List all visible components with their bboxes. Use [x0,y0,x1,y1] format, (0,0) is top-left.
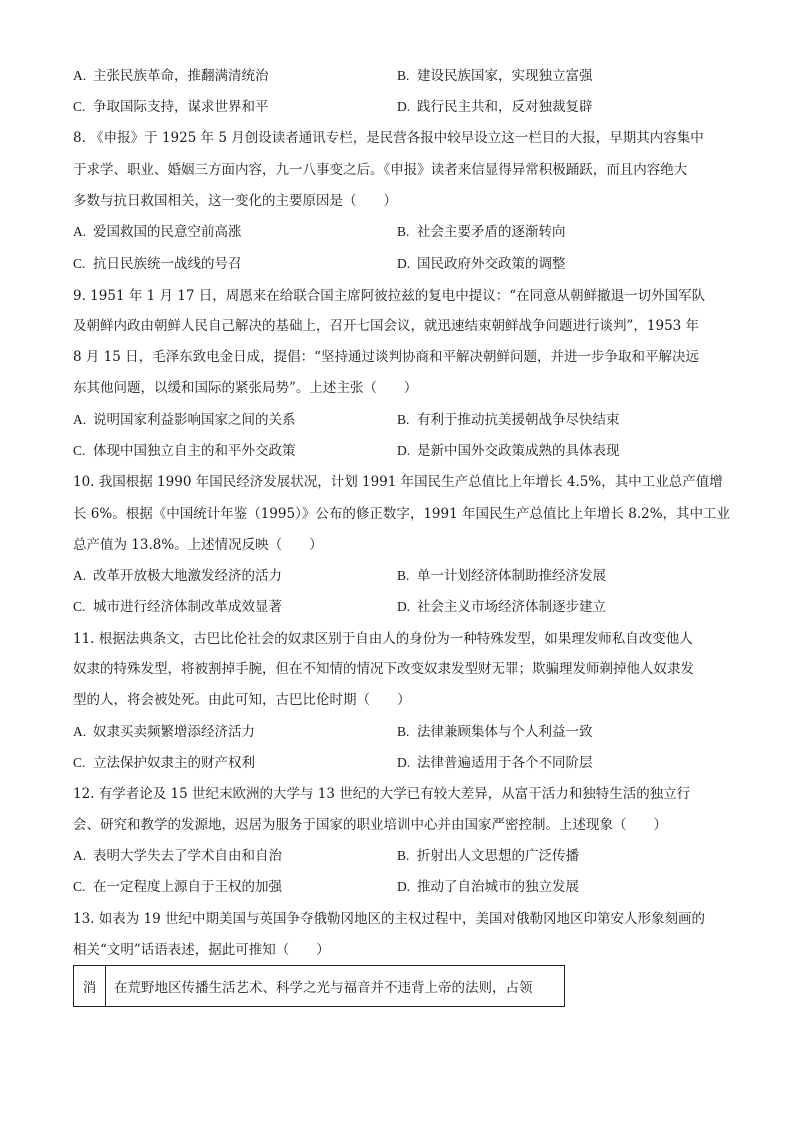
option-text: 爱国救国的民意空前高涨 [93,224,242,240]
q10-stem-line-3: 总产值为 13.8%。上述情况反映（ ） [73,537,323,553]
option-text: 国民政府外交政策的调整 [417,256,566,272]
q11-stem-line-3: 型的人，将会被处死。由此可知，古巴比伦时期（ ） [73,692,411,708]
option-text: 是新中国外交政策成熟的具体表现 [417,443,620,459]
q7-option-d[interactable] [397,97,593,117]
option-label: C. [73,879,86,894]
q11-option-b[interactable] [397,722,593,742]
option-text: 有利于推动抗美援朝战争尽快结束 [417,412,620,428]
option-text: 建设民族国家，实现独立富强 [417,68,593,84]
q12-stem-line-2: 会、研究和教学的发源地，迟居为服务于国家的职业培训中心并由国家严密控制。上述现象（ ） [73,817,667,833]
option-label: A. [73,848,87,863]
option-text: 社会主要矛盾的逐渐转向 [417,224,566,240]
q9-stem-line-4: 东其他问题，以缓和国际的紧张局势”。上述主张（ ） [73,380,418,396]
option-label: C. [73,755,86,770]
q13-stem-line-2: 相关“文明”话语表述，据此可推知（ ） [73,942,330,958]
q12-option-c[interactable] [73,877,282,897]
q11-stem-line-1: 11. 根据法典条文，古巴比伦社会的奴隶区别于自由人的身份为一种特殊发型，如果理发师私自改变他人 [73,631,693,647]
q13-table-cell-1: 消 [74,966,106,1006]
q13-stem-line-1: 13. 如表为 19 世纪中期美国与英国争夺俄勒冈地区的主权过程中，美国对俄勒冈地区印第安人形象刻画的 [73,911,706,927]
q10-stem-line-1: 10. 我国根据 1990 年国民经济发展状况，计划 1991 年国民生产总值比上年增长 4.5%，其中工业总产值增 [73,474,723,490]
q8-option-b[interactable] [397,222,566,242]
q7-option-c[interactable] [73,97,269,117]
option-text: 折射出人文思想的广泛传播 [417,848,579,864]
q13-table-cell-2: 在荒野地区传播生活艺术、科学之光与福音并不违背上帝的法则，占领 [114,980,533,996]
q12-stem-line-1: 12. 有学者论及 15 世纪末欧洲的大学与 13 世纪的大学已有较大差异，从富干活力和独特生活的独立行 [73,786,691,802]
q9-stem-line-1: 9. 1951 年 1 月 17 日，周恩来在给联合国主席阿彼拉兹的复电中提议：“在同意从朝鲜撤退一切外国军队 [73,288,706,304]
q10-option-d[interactable] [397,597,606,617]
q8-stem-line-2: 于求学、职业、婚姻三方面内容，九一八事变之后。《申报》读者来信显得异常积极踊跃，而且内容绝大 [73,162,688,178]
option-label: A. [73,68,87,83]
q8-option-d[interactable] [397,254,566,274]
option-text: 社会主义市场经济体制逐步建立 [417,599,606,615]
option-label: B. [397,568,410,583]
q8-stem-line-1: 8. 《申报》于 1925 年 5 月创设读者通讯专栏，是民营各报中较早设立这一栏目的大报，早期其内容集中 [73,130,704,146]
option-label: A. [73,724,87,739]
option-text: 在一定程度上源自于王权的加强 [93,879,282,895]
option-text: 法律兼顾集体与个人利益一致 [417,724,593,740]
option-text: 体现中国独立自主的和平外交政策 [93,443,296,459]
q11-option-d[interactable] [397,753,593,773]
option-label: D. [397,879,411,894]
q9-option-b[interactable] [397,410,620,430]
option-text: 单一计划经济体制助推经济发展 [417,568,606,584]
q11-stem-line-2: 奴隶的特殊发型，将被割掉手腕，但在不知情的情况下改变奴隶发型财无罪；欺骗理发师剃掉他人奴隶发 [73,661,694,677]
option-label: A. [73,412,87,427]
option-text: 抗日民族统一战线的号召 [93,256,242,272]
q9-option-a[interactable] [73,410,296,430]
option-label: D. [397,99,411,114]
option-text: 法律普遍适用于各个不同阶层 [417,755,593,771]
option-label: B. [397,224,410,239]
option-label: C. [73,256,86,271]
q10-option-b[interactable] [397,566,606,586]
option-label: B. [397,68,410,83]
option-text: 践行民主共和，反对独裁复辟 [417,99,593,115]
option-text: 改革开放极大地激发经济的活力 [93,568,282,584]
q9-stem-line-2: 及朝鲜内政由朝鲜人民自己解决的基础上，召开七国会议，就迅速结束朝鲜战争问题进行谈判”，1953 年 [73,318,700,334]
q13-table [73,965,565,1007]
q9-option-c[interactable] [73,441,296,461]
option-label: D. [397,755,411,770]
q12-option-d[interactable] [397,877,579,897]
q7-option-a[interactable] [73,66,269,86]
q10-option-c[interactable] [73,597,282,617]
option-text: 主张民族革命，推翻满清统治 [93,68,269,84]
option-text: 说明国家利益影响国家之间的关系 [93,412,296,428]
q11-option-c[interactable] [73,753,255,773]
option-text: 争取国际支持，谋求世界和平 [93,99,269,115]
q12-option-a[interactable] [73,846,282,866]
q12-option-b[interactable] [397,846,579,866]
q11-option-a[interactable] [73,722,255,742]
q8-option-a[interactable] [73,222,242,242]
option-label: A. [73,224,87,239]
option-text: 表明大学失去了学术自由和自治 [93,848,282,864]
option-text: 城市进行经济体制改革成效显著 [93,599,282,615]
option-label: C. [73,99,86,114]
q10-option-a[interactable] [73,566,282,586]
option-label: D. [397,256,411,271]
option-label: D. [397,599,411,614]
q10-stem-line-2: 长 6%。根据《中国统计年鉴（1995）》公布的修正数字，1991 年国民生产总值比上年增长 8.2%，其中工业 [73,506,731,522]
q8-option-c[interactable] [73,254,242,274]
option-label: D. [397,443,411,458]
option-label: B. [397,412,410,427]
option-text: 奴隶买卖频繁增添经济活力 [93,724,255,740]
option-text: 立法保护奴隶主的财产权利 [93,755,255,771]
option-label: B. [397,724,410,739]
q7-option-b[interactable] [397,66,593,86]
option-label: A. [73,568,87,583]
q8-stem-line-3: 多数与抗日救国相关，这一变化的主要原因是（ ） [73,193,397,209]
option-label: C. [73,443,86,458]
option-label: C. [73,599,86,614]
q9-option-d[interactable] [397,441,620,461]
q9-stem-line-3: 8 月 15 日，毛泽东致电金日成，提倡：“坚持通过谈判协商和平解决朝鲜问题，并进一步争取和平解决远 [73,349,700,365]
option-text: 推动了自治城市的独立发展 [417,879,579,895]
option-label: B. [397,848,410,863]
